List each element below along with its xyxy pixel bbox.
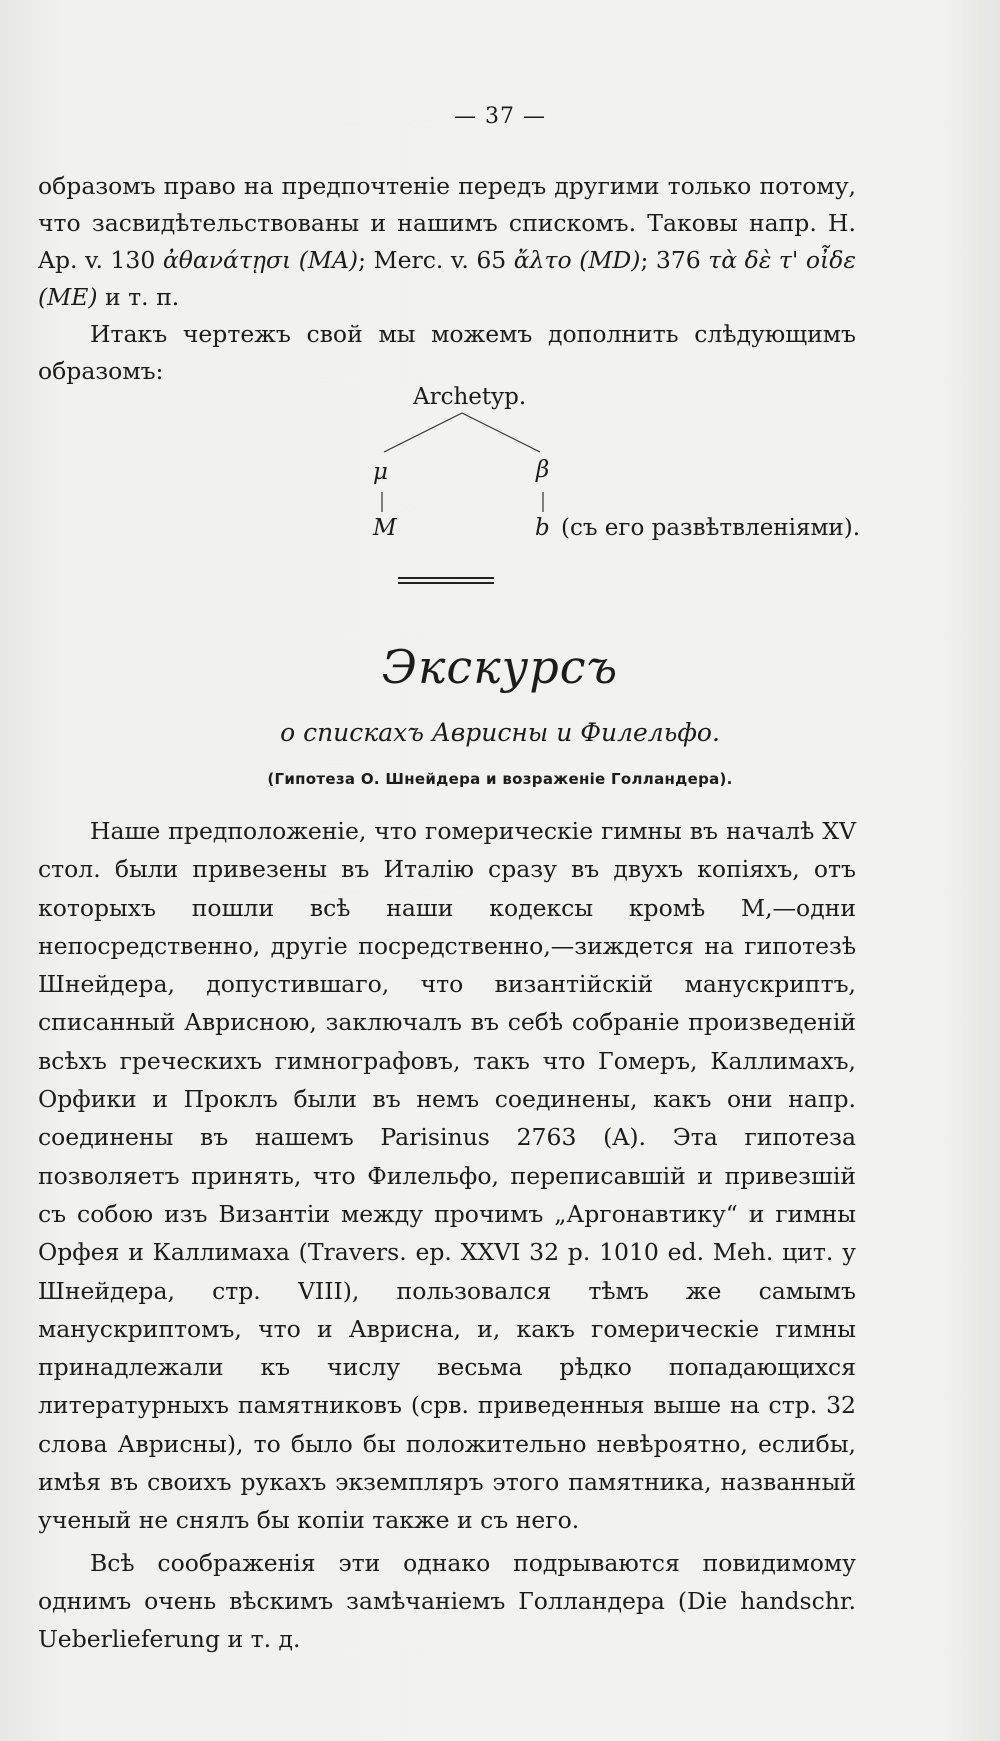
stemma-root: Archetyp. — [413, 384, 527, 410]
intro-text-2: ; Merc. v. 65 — [358, 246, 514, 274]
intro-text-4: и т. п. — [97, 283, 180, 311]
stemma-left-branch: μ — [373, 459, 388, 485]
divider-rule-1 — [398, 577, 494, 579]
stemma-line-right — [462, 413, 540, 452]
siglum-ref-1: (MA) — [298, 246, 359, 274]
stemma-right-note: (съ его развѣтвленіями). — [561, 515, 861, 541]
stemma-line-left — [384, 413, 462, 452]
stemma-right-branch: β — [536, 457, 550, 483]
page-number: — 37 — — [454, 104, 546, 129]
intro-paragraph-2: Итакъ чертежъ свой мы можемъ дополнить слѣдующимъ образомъ: — [38, 320, 856, 385]
divider-rule-2 — [398, 582, 494, 584]
stemma-left-leaf: M — [373, 515, 397, 541]
body-paragraph-1: Наше предположеніе, что гомерическіе гимны въ началѣ XV стол. были привезены въ Италію сразу въ двухъ копіяхъ, отъ которыхъ пошли всѣ наши кодексы кромѣ M,—одни непосредственно, другіе посредственно,—зиждется на гипотезѣ Шнейдера, допустившаго, что византійскій манускриптъ, списанный Аврисною, заключалъ въ себѣ собраніе произведеній всѣхъ греческихъ гимнографовъ, такъ что Гомеръ, Каллимахъ, Орфики и Проклъ были въ немъ соединены, какъ они напр. соединены въ нашемъ Parisinus 2763 (A). Эта гипотеза позволяетъ принять, что Филельфо, переписавшій и привезшій съ собою изъ Византіи между прочимъ „Аргонавтику“ и гимны Орфея и Каллимаха (Travers. ep. XXVI 32 p. 1010 ed. Meh. цит. у Шнейдера, стр. VIII), пользовался тѣмъ же самымъ манускриптомъ, что и Аврисна, и, какъ гомерическіе гимны принадлежали къ числу весьма рѣдко попадающихся литературныхъ памятниковъ (срв. приведенныя выше на стр. 32 слова Аврисны), то было бы положительно невѣроятно, еслибы, имѣя въ своихъ рукахъ экземпляръ этого памятника, названный ученый не снялъ бы копіи также и съ него. — [38, 817, 856, 1535]
body-paragraph-2: Всѣ соображенія эти однако подрываются повидимому однимъ очень вѣскимъ замѣчаніемъ Голландера (Die handschr. Ueberlieferung и т. д. — [38, 1548, 856, 1654]
siglum-ref-3: (ME) — [38, 283, 98, 311]
section-subtitle: о спискахъ Аврисны и Филельфо. — [280, 718, 720, 747]
greek-word-3: τὰ δὲ τ' οἶδε — [708, 246, 856, 274]
section-title: Экскурсъ — [381, 640, 619, 694]
stemma-lines — [0, 0, 1000, 560]
greek-word-2: ἄλτο — [513, 246, 572, 274]
stemma-right-leaf: b — [535, 515, 550, 541]
intro-text-3: ; 376 — [640, 246, 709, 274]
intro-text-1: образомъ право на предпочтеніе передъ другими только потому, что засвидѣтельствованы и нашимъ спискомъ. Таковы напр. H. Ap. v. 130 — [38, 172, 856, 274]
greek-word-1: ἀθανάτῃσι — [162, 246, 292, 274]
siglum-ref-2: (MD) — [579, 246, 641, 274]
stemma-diagram — [0, 0, 1000, 560]
section-subtitle-2: (Гипотеза О. Шнейдера и возраженіе Голландера). — [267, 770, 733, 788]
body-text — [38, 812, 856, 1659]
